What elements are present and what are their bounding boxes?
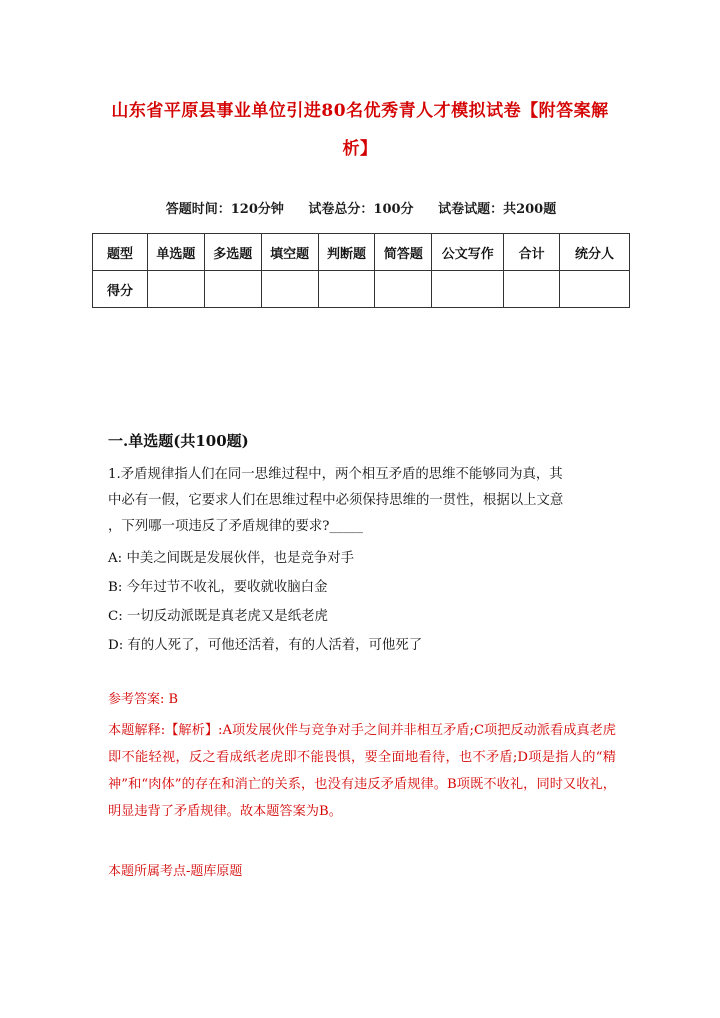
question-line: ，下列哪一项违反了矛盾规律的要求?_____ xyxy=(108,519,363,534)
exam-point: 本题所属考点-题库原题 xyxy=(108,864,243,879)
score-table-header-row xyxy=(93,234,630,271)
exam-meta xyxy=(92,198,630,217)
table-header-cell: 合计 xyxy=(504,234,560,271)
score-cell xyxy=(204,271,261,308)
question-options xyxy=(108,544,628,660)
score-table-row xyxy=(93,271,630,308)
score-cell xyxy=(504,271,560,308)
page-title xyxy=(100,92,620,168)
title-line-2: 析】 xyxy=(342,139,378,159)
exam-total-score: 试卷总分：100分 xyxy=(308,202,414,217)
question-line: 中必有一假，它要求人们在思维过程中必须保持思维的一贯性，根据以上文意 xyxy=(108,493,564,508)
score-cell xyxy=(318,271,375,308)
table-header-cell: 题型 xyxy=(93,234,148,271)
score-cell xyxy=(375,271,432,308)
table-header-cell: 统分人 xyxy=(560,234,630,271)
option-b: B: 今年过节不收礼，要收就收脑白金 xyxy=(108,580,328,595)
table-header-cell: 单选题 xyxy=(147,234,204,271)
score-cell xyxy=(147,271,204,308)
reference-answer: 参考答案: B xyxy=(108,692,179,707)
score-table xyxy=(92,233,630,308)
score-cell xyxy=(432,271,504,308)
section-heading: 一.单选题(共100题) xyxy=(108,432,249,450)
answer-analysis: 本题解释:【解析】:A项发展伙伴与竞争对手之间并非相互矛盾;C项把反动派看成真老虎即不能轻视，反之看成纸老虎即不能畏惧，要全面地看待，也不矛盾;D项是指人的“精神”和“肉体”的存在和消亡的关系，也没有违反矛盾规律。B项既不收礼，同时又收礼，明显违背了矛盾规律。故本题答案为B。 xyxy=(108,723,616,819)
score-cell xyxy=(560,271,630,308)
score-row-label: 得分 xyxy=(93,271,148,308)
option-c: C: 一切反动派既是真老虎又是纸老虎 xyxy=(108,609,328,624)
table-header-cell: 填空题 xyxy=(261,234,318,271)
option-a: A: 中美之间既是发展伙伴，也是竞争对手 xyxy=(108,551,355,566)
score-cell xyxy=(261,271,318,308)
exam-time: 答题时间：120分钟 xyxy=(165,202,284,217)
exam-question-count: 试卷试题：共200题 xyxy=(438,202,557,217)
table-header-cell: 简答题 xyxy=(375,234,432,271)
question-stem xyxy=(108,462,628,540)
table-header-cell: 判断题 xyxy=(318,234,375,271)
title-line-1: 山东省平原县事业单位引进80名优秀青人才模拟试卷【附答案解 xyxy=(111,101,609,121)
table-header-cell: 多选题 xyxy=(204,234,261,271)
question-line: 1.矛盾规律指人们在同一思维过程中，两个相互矛盾的思维不能够同为真，其 xyxy=(108,467,563,482)
option-d: D: 有的人死了，可他还活着，有的人活着，可他死了 xyxy=(108,638,423,653)
table-header-cell: 公文写作 xyxy=(432,234,504,271)
